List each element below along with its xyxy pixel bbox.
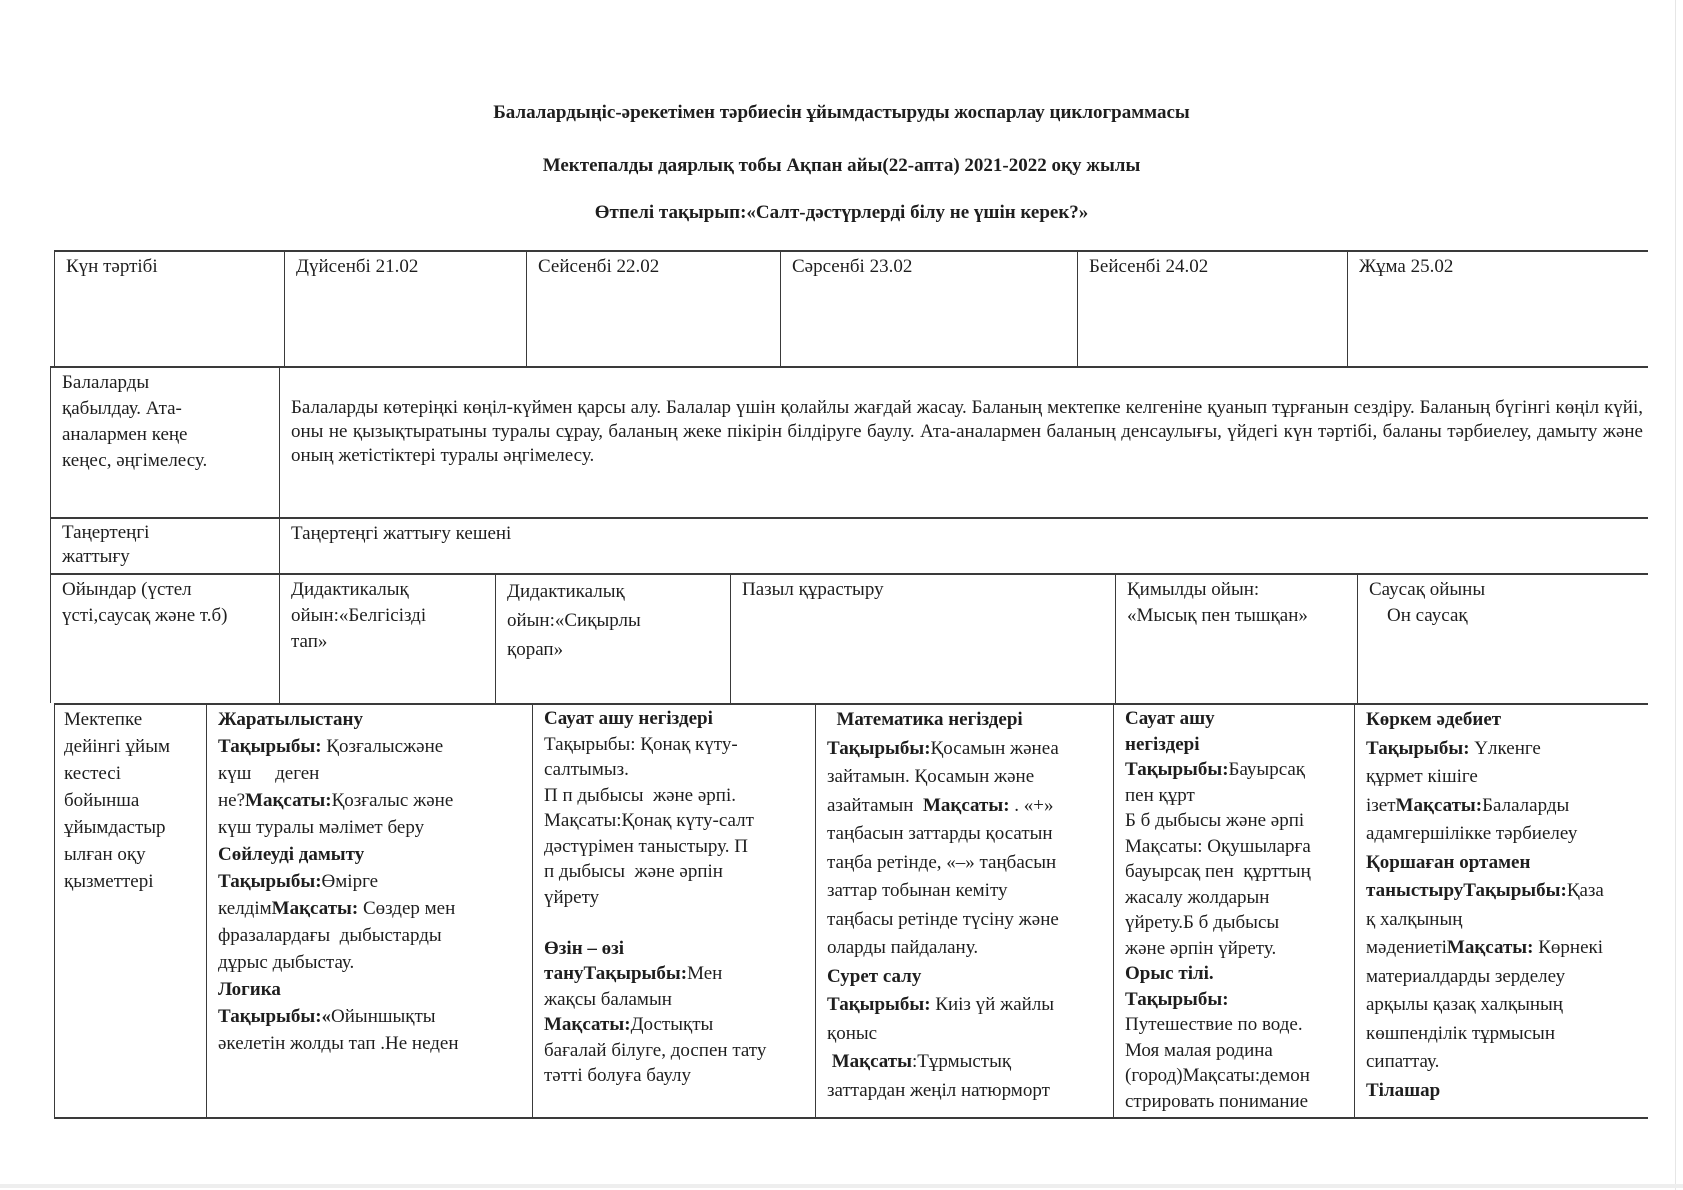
lesson-line (1366, 1077, 1642, 1106)
lesson-line (544, 859, 807, 885)
lesson-body-text: Бауырсақ (1228, 759, 1306, 780)
lesson-body-text: күш туралы мәлімет беру (218, 817, 425, 838)
table-border (284, 250, 285, 367)
lessons-tuesday (534, 704, 815, 1091)
lesson-body-text: таңба ретінде, «–» таңбасын (827, 851, 1057, 873)
lesson-line (827, 792, 1107, 821)
lesson-body-text: Мен (687, 963, 723, 984)
lesson-line (544, 783, 807, 809)
morning-exercise-content: Таңертеңгі жаттығу кешені (291, 523, 512, 544)
lesson-line (1366, 735, 1642, 764)
lesson-body-text: мәдениеті (1366, 937, 1447, 958)
lesson-body-text: заттар тобынан кеміту (827, 880, 1008, 901)
table-border (730, 573, 731, 703)
lesson-body-text: не? (218, 790, 246, 811)
lessons-friday (1356, 704, 1648, 1107)
lesson-body-text: Киіз үй жайлы (930, 994, 1055, 1015)
lesson-line (1366, 963, 1642, 992)
lesson-body-text: қоныс (827, 1022, 878, 1044)
lesson-line (1366, 820, 1642, 849)
lesson-line (1125, 732, 1348, 758)
table-border (206, 703, 207, 1119)
lesson-heading-text: Тақырыбы: (1125, 759, 1229, 780)
header-day-tuesday: Сейсенбі 22.02 (538, 256, 660, 277)
lesson-body-text: . «+» (1009, 794, 1054, 816)
lesson-body-text: Балаларды (1482, 794, 1570, 816)
lesson-line (544, 1038, 807, 1064)
lesson-heading-text: Тілашар (1366, 1079, 1441, 1101)
lesson-body-text: П п дыбысы және әрпі. (544, 784, 736, 806)
table-border (1357, 573, 1358, 703)
games-friday: Саусақ ойыны Он саусақ (1369, 579, 1486, 626)
table-border (1347, 250, 1348, 367)
lesson-line (218, 949, 524, 976)
lesson-line (1366, 934, 1642, 963)
lesson-line (544, 757, 807, 783)
lesson-body-text: бағалай білуге, доспен тату (544, 1039, 767, 1061)
lesson-heading-text: Тақырыбы: (1366, 737, 1470, 759)
lesson-body-text: Өмірге (321, 871, 379, 892)
lessons-monday (208, 704, 532, 1059)
lesson-body-text: Үлкенге (1469, 737, 1541, 759)
games-thursday: Қимылды ойын: «Мысық пен тышқан» (1127, 579, 1308, 626)
lessons-thursday (1115, 704, 1354, 1116)
lessons-label (56, 704, 206, 897)
lesson-heading-text: Сурет салу (827, 965, 922, 987)
lesson-line (1125, 1038, 1348, 1064)
lesson-line (544, 808, 807, 834)
lesson-body-text: Мақсаты: Оқушыларға (1125, 835, 1311, 857)
lesson-heading-text: Математика негіздері (827, 709, 1023, 730)
games-label: Ойындар (үстел үсті,саусақ және т.б) (62, 579, 228, 626)
lesson-body-text: үйрету (544, 886, 600, 908)
lesson-line (1125, 936, 1348, 962)
table-border (54, 250, 55, 367)
lesson-body-text: Достықты (630, 1014, 714, 1035)
games-monday: Дидактикалық ойын:«Белгісізді тап» (291, 579, 427, 652)
lesson-heading-text: Сөйлеуді дамыту (218, 844, 365, 865)
lesson-line (218, 1003, 524, 1030)
lesson-heading-text: Тақырыбы: (827, 737, 931, 759)
lesson-body-text: таңбасын заттарды қосатын (827, 823, 1053, 844)
lesson-line (1125, 757, 1348, 783)
lesson-body-text: таңбасы ретінде түсіну және (827, 908, 1059, 930)
lesson-heading-text: Тақырыбы:« (218, 1006, 332, 1027)
lesson-body-text: Қаза (1566, 880, 1604, 901)
games-tuesday: Дидактикалық ойын:«Сиқырлы қорап» (507, 581, 641, 660)
lesson-heading-text: Тақырыбы: (218, 871, 322, 892)
reception-content: Балаларды көтеріңкі көңіл-күймен қарсы алу. Балалар үшін қолайлы жағдай жасау. Баланың мектепке келгеніне қуанып тұрғанын сездіру. Баланың бүгінгі көңіл күйі, оны не қызықтыратыны туралы сұрау, баланың жеке пікірін білдіруге баулу. Ата-аналармен баланың денсаулығы, үйдегі күн тәртібі, баланы тәрбиелеу, дамыту және оның жетістіктері туралы әңгімелесу. (291, 397, 1643, 466)
lesson-line (544, 706, 807, 732)
lesson-line (218, 760, 524, 787)
lesson-line (827, 763, 1107, 792)
table-border (50, 366, 51, 518)
lesson-body-text: стрировать понимание (1125, 1090, 1309, 1112)
lesson-line (827, 991, 1107, 1020)
lesson-line (544, 987, 807, 1013)
lesson-line (218, 706, 524, 733)
lesson-heading-text: Мақсаты (827, 1051, 912, 1072)
lesson-body-text: жасалу жолдарын (1125, 886, 1270, 908)
lesson-heading-text: Тақырыбы: (218, 736, 322, 757)
lesson-line (1125, 961, 1348, 987)
lesson-line (544, 910, 807, 936)
lesson-body-text: :Тұрмыстық (911, 1051, 1012, 1072)
lesson-line (1366, 706, 1642, 735)
lesson-heading-text: Мақсаты: (1395, 794, 1483, 816)
lesson-line (218, 841, 524, 868)
lesson-heading-text: Тақырыбы: (827, 994, 931, 1015)
lesson-line (1366, 991, 1642, 1020)
table-border (50, 517, 51, 574)
lesson-body-text: үйрету.Б б дыбысы (1125, 912, 1280, 933)
lesson-line (218, 868, 524, 895)
lesson-line (1125, 987, 1348, 1013)
lesson-line (1125, 834, 1348, 860)
table-border (780, 250, 781, 367)
document-title: Балалардыңіс-әрекетімен тәрбиесін ұйымдастыруды жоспарлау циклограммасы (493, 102, 1190, 123)
lesson-body-text: және әрпін үйрету. (1125, 937, 1277, 959)
lesson-line (1125, 706, 1348, 732)
lesson-body-text: Сөздер мен (358, 898, 456, 919)
header-day-wednesday: Сәрсенбі 23.02 (792, 256, 913, 277)
lesson-body-text: Б б дыбысы және әрпі (1125, 810, 1305, 831)
lesson-body-text: зайтамын. Қосамын және (827, 766, 1035, 787)
table-border (54, 1117, 1648, 1119)
lesson-heading-text: Сауат ашу негіздері (544, 708, 713, 729)
lesson-body-text: жақсы баламын (544, 988, 672, 1010)
games-wednesday: Пазыл құрастыру (742, 579, 884, 600)
lesson-body-text: құрмет кішіге (1366, 766, 1478, 787)
lesson-line (544, 732, 807, 758)
lesson-body-text: Қосамын жәнеа (930, 737, 1059, 759)
table-border (279, 573, 280, 703)
lesson-line (827, 735, 1107, 764)
lesson-body-text: тәтті болуға баулу (544, 1065, 692, 1086)
lesson-line (544, 936, 807, 962)
lesson-body-text: заттардан жеңіл натюрморт (827, 1079, 1050, 1101)
lesson-line (827, 849, 1107, 878)
lesson-body-text: арқылы қазақ халқының (1366, 994, 1563, 1015)
lesson-body-text: п дыбысы және әрпін (544, 861, 723, 882)
lesson-body-text: пен құрт (1125, 784, 1195, 806)
document-subtitle: Мектепалды даярлық тобы Ақпан айы(22-апта) 2021-2022 оқу жылы (542, 155, 1141, 176)
reception-label: Балаларды қабылдау. Ата- аналармен кеңе кеңес, әңгімелесу. (62, 372, 208, 471)
lessons-label-line: дейінгі ұйым (64, 736, 170, 757)
lesson-body-text: адамгершілікке тәрбиелеу (1366, 823, 1578, 844)
lesson-line (1125, 1089, 1348, 1115)
lesson-heading-text: Көркем әдебиет (1366, 709, 1502, 730)
lesson-body-text: Қозғалысжәне (321, 736, 444, 757)
lesson-line (544, 1012, 807, 1038)
lessons-wednesday (817, 704, 1113, 1107)
lesson-line (544, 885, 807, 911)
lesson-line (1125, 885, 1348, 911)
lesson-line (1125, 910, 1348, 936)
lesson-line (544, 834, 807, 860)
lesson-heading-text: Тақырыбы: (1125, 988, 1229, 1010)
lesson-body-text: Моя малая родина (1125, 1039, 1273, 1061)
table-border (495, 573, 496, 703)
lesson-body-text: Путешествие по воде. (1125, 1014, 1303, 1035)
lesson-line (827, 1020, 1107, 1049)
lesson-heading-text: тануТақырыбы: (544, 963, 688, 984)
table-border (1077, 250, 1078, 367)
lessons-label-line: ылған оқу (64, 844, 146, 865)
lesson-heading-text: Қоршаған ортамен (1366, 851, 1531, 873)
table-border (526, 250, 527, 367)
lesson-line (218, 1030, 524, 1057)
table-border (1115, 573, 1116, 703)
lesson-body-text: Мақсаты:Қонақ күту-салт (544, 810, 754, 831)
header-day-monday: Дүйсенбі 21.02 (296, 256, 419, 277)
lesson-body-text: ізет (1366, 794, 1396, 816)
lesson-body-text: дәстүрімен таныстыру. П (544, 835, 748, 857)
lesson-body-text: Тақырыбы: Қонақ күту- (544, 733, 738, 755)
lesson-line (827, 963, 1107, 992)
table-border (1113, 703, 1114, 1119)
lesson-body-text: салтымыз. (544, 759, 629, 780)
lesson-body-text: оларды пайдалану. (827, 937, 979, 958)
table-border (279, 517, 280, 574)
document-theme: Өтпелі тақырып:«Салт-дәстүрлерді білу не үшін керек?» (594, 202, 1089, 223)
lesson-line (544, 961, 807, 987)
lesson-line (218, 895, 524, 922)
lesson-heading-text: Мақсаты: (245, 790, 332, 811)
lesson-body-text: әкелетін жолды тап .Не неден (218, 1033, 459, 1054)
table-border (532, 703, 533, 1119)
lesson-heading-text: Орыс тілі. (1125, 963, 1214, 984)
table-border (54, 703, 55, 1119)
lesson-heading-text: Мақсаты: (922, 794, 1010, 816)
lesson-line (1366, 906, 1642, 935)
lesson-line (218, 814, 524, 841)
lesson-body-text: дұрыс дыбыстау. (218, 952, 355, 973)
lesson-body-text: азайтамын (827, 794, 923, 816)
lesson-line (1125, 1012, 1348, 1038)
lesson-body-text: күш деген (218, 763, 320, 784)
lesson-heading-text: таныстыруТақырыбы: (1366, 880, 1567, 901)
morning-exercise-label: Таңертеңгі жаттығу (62, 522, 150, 567)
lessons-label-line: бойынша (64, 790, 140, 811)
table-border (50, 573, 51, 703)
lesson-body-text: Көрнекі (1533, 937, 1604, 958)
lesson-heading-text: Мақсаты: (544, 1014, 631, 1035)
lesson-line (1366, 1048, 1642, 1077)
lesson-body-text: келдім (218, 898, 272, 919)
header-day-friday: Жұма 25.02 (1359, 256, 1454, 277)
lesson-heading-text: Мақсаты: (1446, 937, 1534, 958)
lesson-heading-text: Сауат ашу (1125, 708, 1215, 729)
lesson-line (827, 877, 1107, 906)
table-border (1354, 703, 1355, 1119)
lesson-heading-text: Жаратылыстану (218, 709, 363, 730)
lesson-body-text: көшпенділік тұрмысын (1366, 1022, 1555, 1044)
lesson-line (544, 1063, 807, 1089)
lesson-heading-text: Өзін – өзі (544, 937, 625, 959)
lesson-body-text: қ халқының (1366, 908, 1463, 930)
lesson-line (1125, 859, 1348, 885)
lesson-body-text: Ойыншықты (331, 1006, 436, 1027)
lessons-label-line: ұйымдастыр (64, 817, 166, 838)
lesson-body-text: фразалардағы дыбыстарды (218, 925, 442, 946)
lesson-line (827, 706, 1107, 735)
table-border (50, 366, 1648, 368)
lesson-heading-text: Логика (218, 979, 281, 1000)
lesson-line (218, 787, 524, 814)
lesson-line (1366, 877, 1642, 906)
lesson-line (827, 934, 1107, 963)
lesson-body-text: сипаттау. (1366, 1051, 1440, 1072)
lesson-line (827, 820, 1107, 849)
lessons-label-line: Мектепке (64, 709, 143, 730)
lesson-line (218, 922, 524, 949)
lesson-line (1366, 763, 1642, 792)
lesson-line (1366, 1020, 1642, 1049)
lesson-line (1125, 1063, 1348, 1089)
lessons-label-line: қызметтері (64, 871, 154, 892)
lesson-body-text: материалдарды зерделеу (1366, 965, 1566, 987)
lesson-heading-text: негіздері (1125, 733, 1200, 755)
lesson-line (1366, 849, 1642, 878)
lesson-body-text: бауырсақ пен құрттың (1125, 861, 1311, 882)
lesson-line (218, 733, 524, 760)
lesson-line (827, 1077, 1107, 1106)
header-day-thursday: Бейсенбі 24.02 (1089, 256, 1209, 277)
header-label: Күн тәртібі (66, 256, 158, 277)
lesson-line (827, 1048, 1107, 1077)
lesson-heading-text: Мақсаты: (271, 898, 359, 919)
lesson-line (218, 976, 524, 1003)
lesson-line (1366, 792, 1642, 821)
lesson-line (1125, 783, 1348, 809)
lesson-line (1125, 808, 1348, 834)
table-border (279, 366, 280, 518)
lesson-line (827, 906, 1107, 935)
lesson-body-text: (город)Мақсаты:демон (1125, 1065, 1310, 1086)
lesson-body-text: Қозғалыс және (331, 790, 454, 811)
lessons-label-line: кестесі (64, 763, 122, 784)
table-border (815, 703, 816, 1119)
